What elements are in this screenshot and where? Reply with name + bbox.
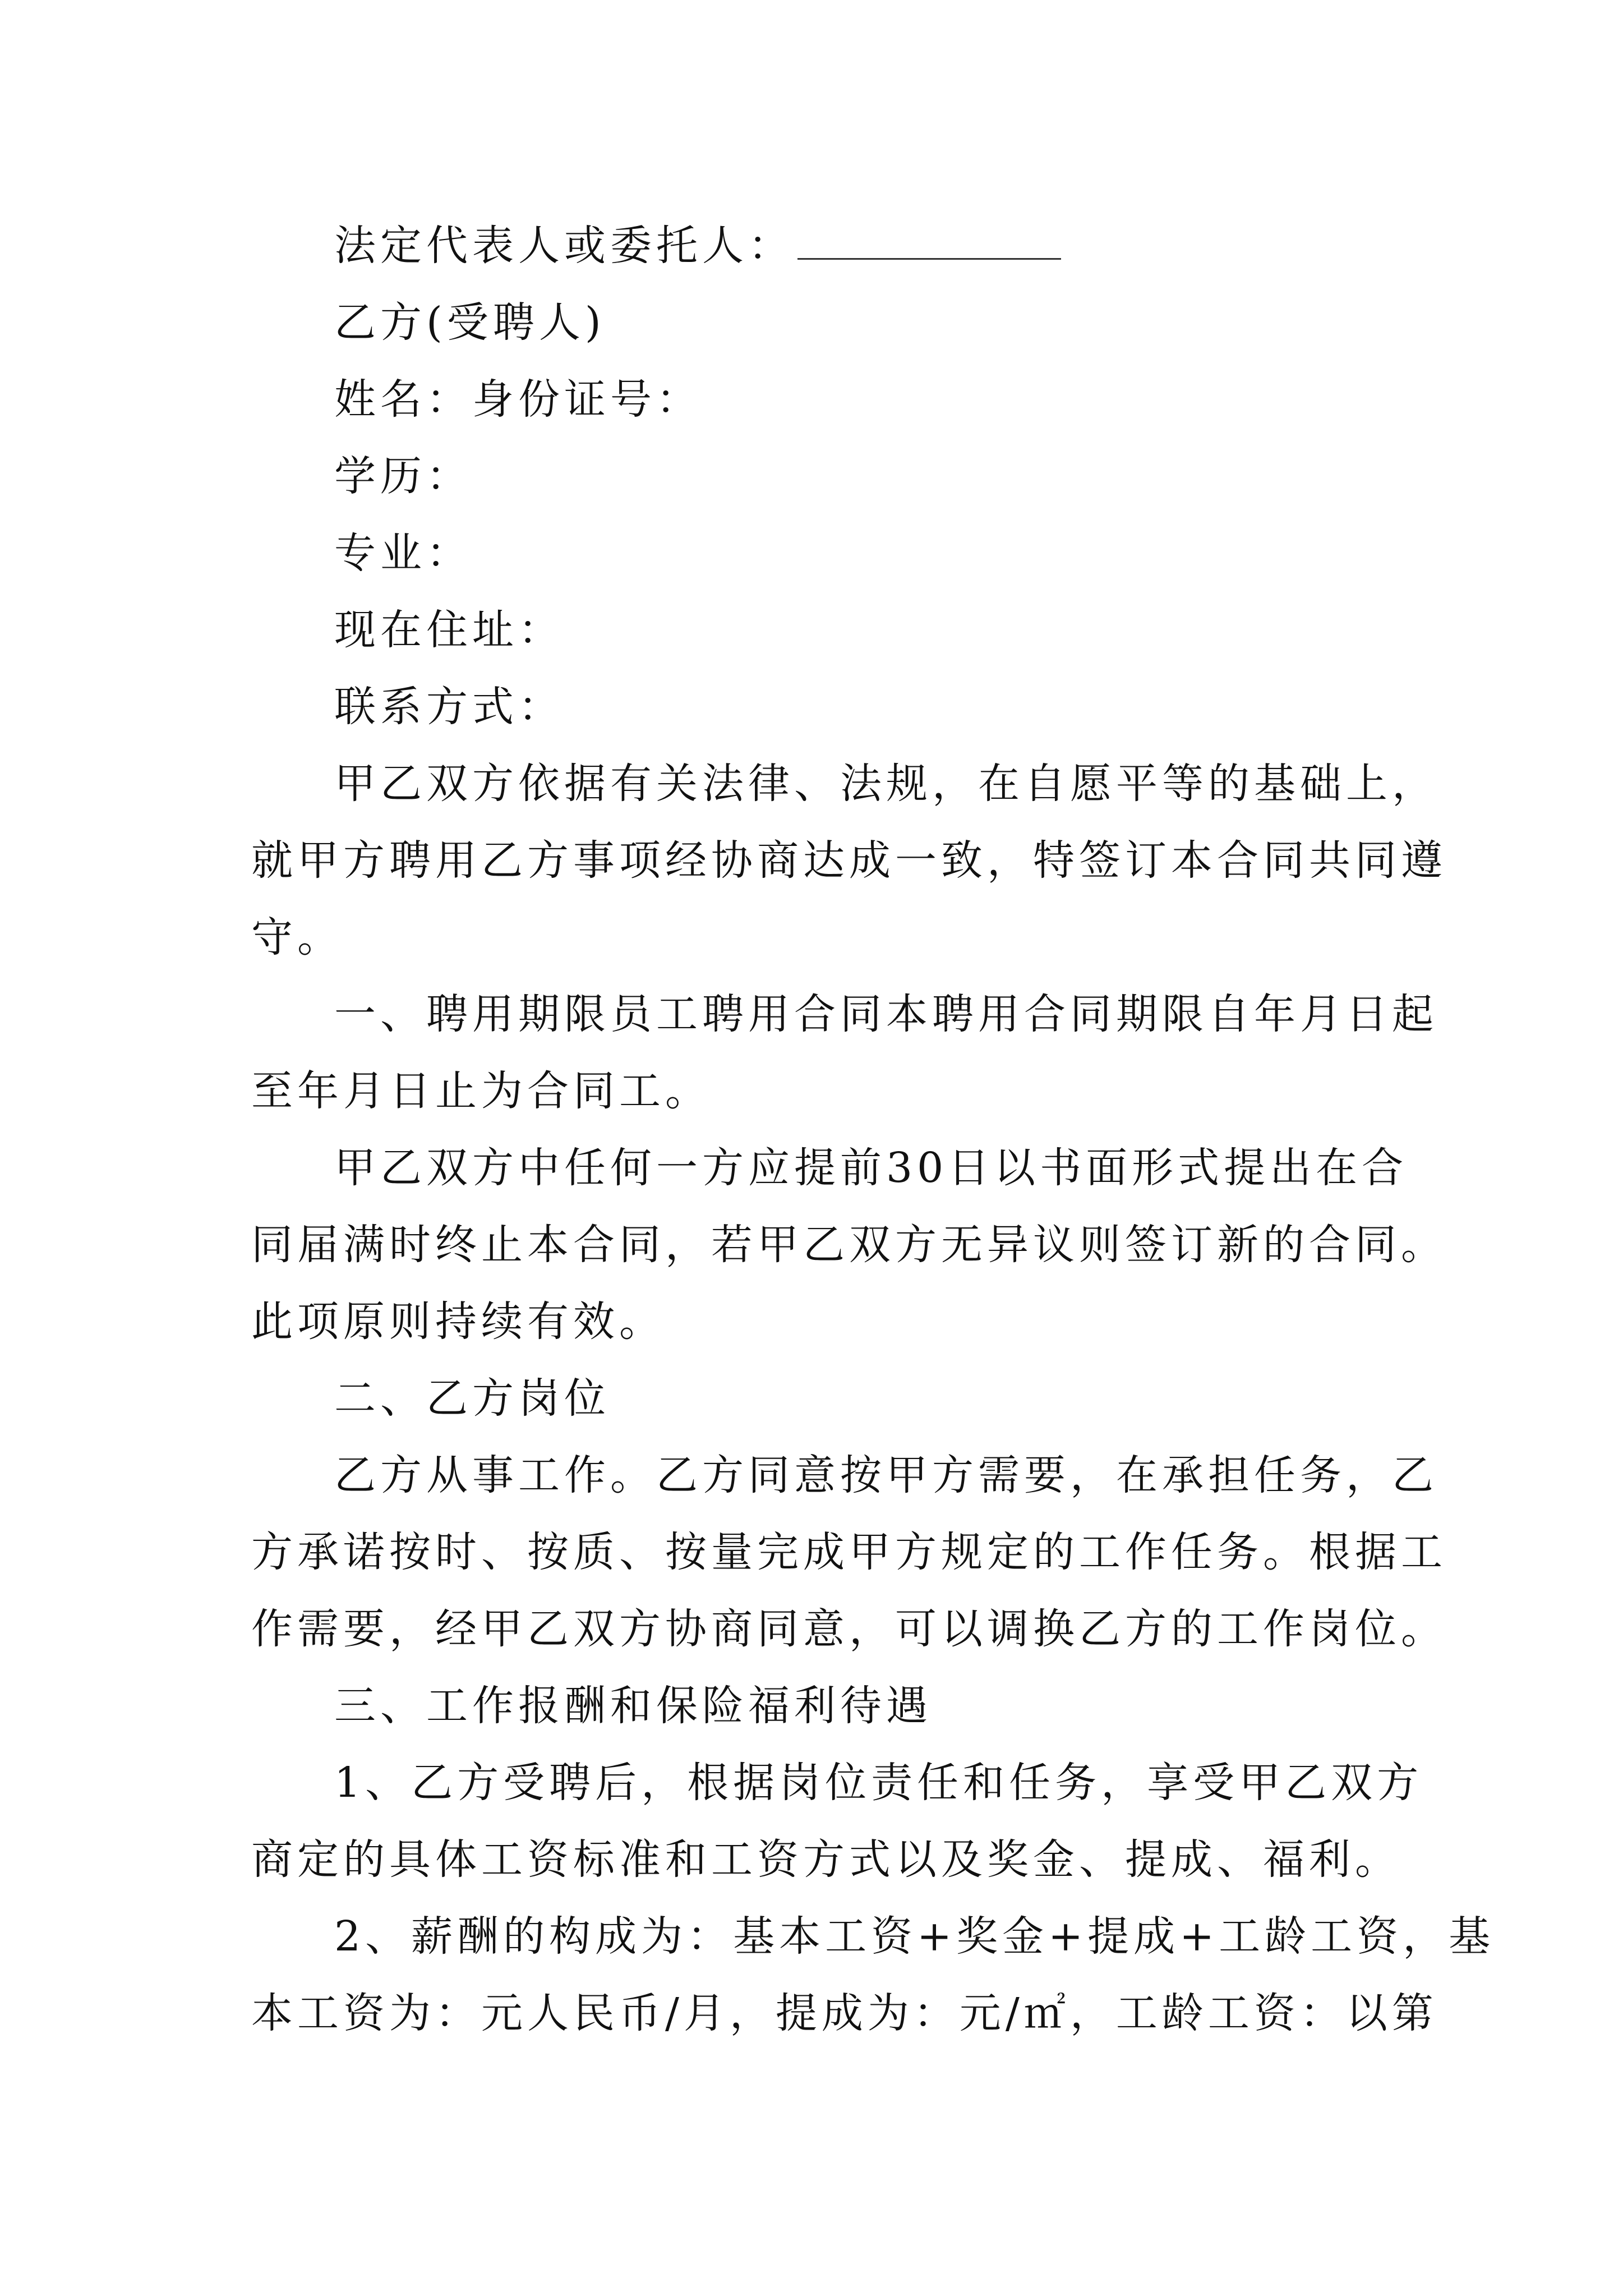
paragraph-line: 此项原则持续有效。: [251, 1297, 665, 1346]
paragraph-termination: [251, 1130, 1447, 1360]
paragraph-line: 守。: [251, 913, 343, 961]
paragraph-position: [251, 1437, 1447, 1668]
paragraph-line: 作需要，经甲乙双方协商同意，可以调换乙方的工作岗位。: [251, 1605, 1447, 1653]
section-heading: 三、工作报酬和保险福利待遇: [334, 1682, 932, 1730]
paragraph-line: 甲乙双方中任何一方应提前30日以书面形式提出在合: [334, 1144, 1408, 1192]
paragraph-line: 1、乙方受聘后，根据岗位责任和任务，享受甲乙双方: [334, 1759, 1423, 1807]
representative-line: [251, 208, 1401, 284]
paragraph-line: 甲乙双方依据有关法律、法规，在自愿平等的基础上，: [334, 760, 1438, 808]
paragraph-line: 就甲方聘用乙方事项经协商达成一致，特签订本合同共同遵: [251, 836, 1447, 885]
major-line: 专业：: [334, 529, 472, 577]
section-heading: 二、乙方岗位: [334, 1374, 610, 1423]
section-heading-pay: [251, 1668, 1401, 1745]
representative-label: 法定代表人或委托人：: [334, 222, 794, 270]
paragraph-line: 本工资为：元人民币/月，提成为：元/㎡，工龄工资：以第: [251, 1989, 1438, 2037]
paragraph-line: 乙方从事工作。乙方同意按甲方需要，在承担任务，乙: [334, 1451, 1438, 1499]
paragraph-line: 2、薪酬的构成为：基本工资+奖金+提成+工龄工资，基: [334, 1912, 1495, 1961]
document-body: [251, 208, 1495, 2052]
paragraph-pay-2: [251, 1898, 1495, 2052]
section-heading-position: [251, 1360, 1401, 1437]
paragraph-intro: [251, 746, 1447, 976]
paragraph-line: 商定的具体工资标准和工资方式以及奖金、提成、福利。: [251, 1835, 1401, 1884]
paragraph-line: 一、聘用期限员工聘用合同本聘用合同期限自年月日起: [334, 990, 1438, 1038]
paragraph-line: 至年月日止为合同工。: [251, 1067, 711, 1115]
contact-line: 联系方式：: [334, 683, 564, 731]
party-b-line: 乙方(受聘人): [334, 298, 606, 347]
paragraph-pay-1: [251, 1745, 1423, 1898]
paragraph-term: [251, 976, 1438, 1130]
name-id-line: 姓名：身份证号：: [334, 375, 702, 424]
paragraph-line: 方承诺按时、按质、按量完成甲方规定的工作任务。根据工: [251, 1528, 1447, 1576]
address-line: 现在住址：: [334, 606, 564, 654]
paragraph-line: 同届满时终止本合同，若甲乙双方无异议则签订新的合同。: [251, 1221, 1447, 1269]
education-line: 学历：: [334, 452, 472, 500]
signature-blank: [797, 219, 1061, 260]
